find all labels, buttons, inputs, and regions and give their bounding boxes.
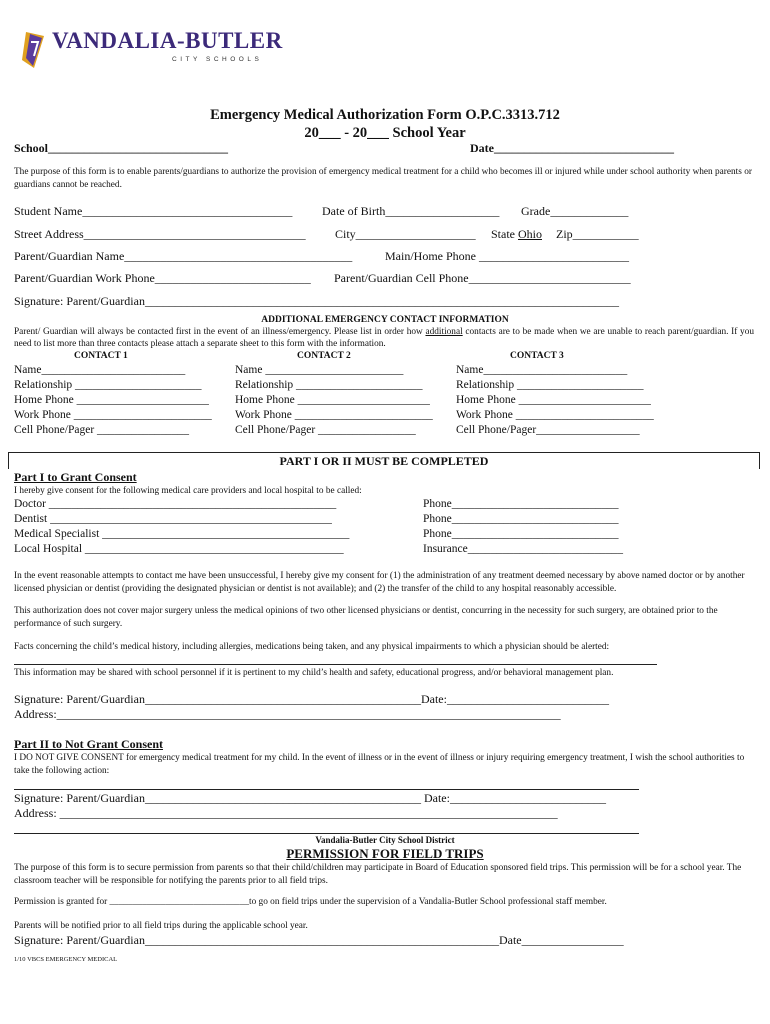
part1-signature-field[interactable]: Signature: Parent/Guardian______________________________________________Date:___________________________ [14, 692, 609, 706]
contact-cell-phone-field[interactable]: Cell Phone/Pager__________________ [456, 424, 640, 436]
consent-text: In the event reasonable attempts to contact me have been unsuccessful, I hereby give my consent for (1) the administration of any treatment deemed necessary by above named doctor or by another licensed physician or dentist (providing the designated physician or dentist is not available); and (2) the transfer of the child to any hospital reasonably accessible. [14, 571, 745, 594]
contact-name-field[interactable]: Name_________________________ [456, 364, 628, 376]
part2-text: I DO NOT GIVE CONSENT for emergency medical treatment for my child. In the event of illness or in the event of illness or injury requiring emergency treatment, I wish the school authorities to take the following action: [14, 753, 745, 776]
field-trips-heading: PERMISSION FOR FIELD TRIPS [286, 846, 484, 861]
insurance-field[interactable]: Insurance___________________________ [423, 543, 623, 555]
dentist-field[interactable]: Dentist _________________________________________________ [14, 513, 332, 525]
contact-work-phone-field[interactable]: Work Phone ________________________ [456, 409, 654, 421]
share-text: This information may be shared with school personnel if it is pertinent to my child’s health and safety, educational progress, and/or behavioral management plan. [14, 668, 614, 678]
form-title: Emergency Medical Authorization Form O.P.C.3313.712 [210, 107, 560, 123]
part1-address-field[interactable]: Address:____________________________________________________________________________________ [14, 707, 561, 721]
contact-1-block [14, 363, 212, 438]
part1-intro: I hereby give consent for the following medical care providers and local hospital to be called: [14, 486, 362, 496]
contact-work-phone-field[interactable]: Work Phone ________________________ [14, 409, 212, 421]
contact-cell-phone-field[interactable]: Cell Phone/Pager _________________ [235, 424, 416, 436]
district-name: Vandalia-Butler City School District [315, 835, 455, 845]
field-trips-purpose: The purpose of this form is to secure permission from parents so that their child/children may participate in Board of Education sponsored field trips. This permission will be for a school year. The classroom teacher will be responsible for notifying the parents prior to all field trips. [14, 863, 742, 886]
home-phone-field[interactable]: Main/Home Phone _________________________ [385, 249, 629, 263]
contact-work-phone-field[interactable]: Work Phone ________________________ [235, 409, 433, 421]
state-field[interactable] [491, 227, 542, 242]
city-field[interactable]: City____________________ [335, 227, 476, 241]
footer-code: 1/10 VBCS EMERGENCY MEDICAL [14, 956, 118, 963]
contact-name-field[interactable]: Name_________________________ [14, 364, 186, 376]
logo-flame-icon [20, 30, 46, 70]
medical-specialist-field[interactable]: Medical Specialist ___________________________________________ [14, 528, 350, 540]
medical-facts-line[interactable] [14, 664, 657, 665]
part2-address-line[interactable] [14, 833, 639, 834]
surgery-text: This authorization does not cover major surgery unless the medical opinions of two other licensed physicians or dentist, concurring in the necessity for such surgery, are obtained prior to the performance of such surgery. [14, 606, 718, 629]
contact-name-field[interactable]: Name ________________________ [235, 364, 404, 376]
part2-address-field[interactable]: Address: ___________________________________________________________________________________ [14, 806, 558, 820]
guardian-signature-field[interactable]: Signature: Parent/Guardian_______________________________________________________________________________ [14, 294, 619, 308]
guardian-name-field[interactable]: Parent/Guardian Name______________________________________ [14, 249, 353, 263]
doctor-phone-field[interactable]: Phone_____________________________ [423, 498, 619, 510]
field-trips-notified-text: Parents will be notified prior to all field trips during the applicable school year. [14, 921, 308, 931]
state-label: State [491, 227, 515, 241]
contact-home-phone-field[interactable]: Home Phone _______________________ [14, 394, 209, 406]
school-field[interactable]: School______________________________ [14, 141, 229, 155]
contact-home-phone-field[interactable]: Home Phone _______________________ [456, 394, 651, 406]
guardian-cell-phone-field[interactable]: Parent/Guardian Cell Phone___________________________ [334, 271, 631, 285]
contact-2-block [235, 363, 433, 438]
logo-subtitle: CITY SCHOOLS [172, 56, 263, 63]
medical-facts-text: Facts concerning the child’s medical history, including allergies, medications being taken, and any physical impairments to which a physician should be alerted: [14, 642, 610, 652]
part1-providers [14, 497, 349, 557]
school-year-line: 20___ - 20___ School Year [304, 125, 466, 141]
part1-phones [423, 497, 623, 557]
contact-relationship-field[interactable]: Relationship ______________________ [14, 379, 202, 391]
doctor-field[interactable]: Doctor __________________________________________________ [14, 498, 337, 510]
field-trips-permission-field[interactable]: Permission is granted for ______________________________to go on field trips under the supervision of a Vandalia-Butler School professional staff member. [14, 897, 607, 907]
field-trips-signature-field[interactable]: Signature: Parent/Guardian___________________________________________________________Date_________________ [14, 933, 624, 947]
logo-name: VANDALIA-BUTLER [52, 28, 283, 53]
contact-2-heading: CONTACT 2 [297, 351, 351, 361]
part1-heading: Part I to Grant Consent [14, 470, 137, 484]
purpose-text: The purpose of this form is to enable parents/guardians to authorize the provision of emergency medical treatment for a child who becomes ill or injured while under school authority when parents or guardians cannot be reached. [14, 167, 752, 190]
specialist-phone-field[interactable]: Phone_____________________________ [423, 528, 619, 540]
part-banner-title: PART I OR II MUST BE COMPLETED [279, 454, 489, 468]
part-banner [8, 452, 760, 469]
student-name-field[interactable]: Student Name___________________________________ [14, 204, 293, 218]
part2-heading: Part II to Not Grant Consent [14, 737, 163, 751]
contact-home-phone-field[interactable]: Home Phone _______________________ [235, 394, 430, 406]
street-address-field[interactable]: Street Address_____________________________________ [14, 227, 306, 241]
additional-contacts-heading: ADDITIONAL EMERGENCY CONTACT INFORMATION [261, 315, 509, 325]
part2-action-line[interactable] [14, 789, 639, 790]
contact-relationship-field[interactable]: Relationship ______________________ [235, 379, 423, 391]
contact-3-heading: CONTACT 3 [510, 351, 564, 361]
additional-contacts-text: Parent/ Guardian will always be contacted first in the event of an illness/emergency. Please list in order how additional contacts are to be made when we are unable to reach parent/guardian. If you need to list more than three contacts please attach a separate sheet to this form with the information. [14, 327, 755, 349]
contact-3-block [456, 363, 654, 438]
date-field[interactable]: Date______________________________ [470, 141, 674, 155]
guardian-work-phone-field[interactable]: Parent/Guardian Work Phone__________________________ [14, 271, 311, 285]
contact-1-heading: CONTACT 1 [74, 351, 128, 361]
part2-signature-field[interactable]: Signature: Parent/Guardian______________________________________________ Date:__________________________ [14, 791, 606, 805]
dentist-phone-field[interactable]: Phone_____________________________ [423, 513, 619, 525]
state-value: Ohio [518, 227, 542, 241]
contact-cell-phone-field[interactable]: Cell Phone/Pager ________________ [14, 424, 190, 436]
dob-field[interactable]: Date of Birth___________________ [322, 204, 500, 218]
zip-field[interactable]: Zip___________ [556, 227, 639, 241]
contact-relationship-field[interactable]: Relationship ______________________ [456, 379, 644, 391]
local-hospital-field[interactable]: Local Hospital _____________________________________________ [14, 543, 344, 555]
grade-field[interactable]: Grade_____________ [521, 204, 629, 218]
